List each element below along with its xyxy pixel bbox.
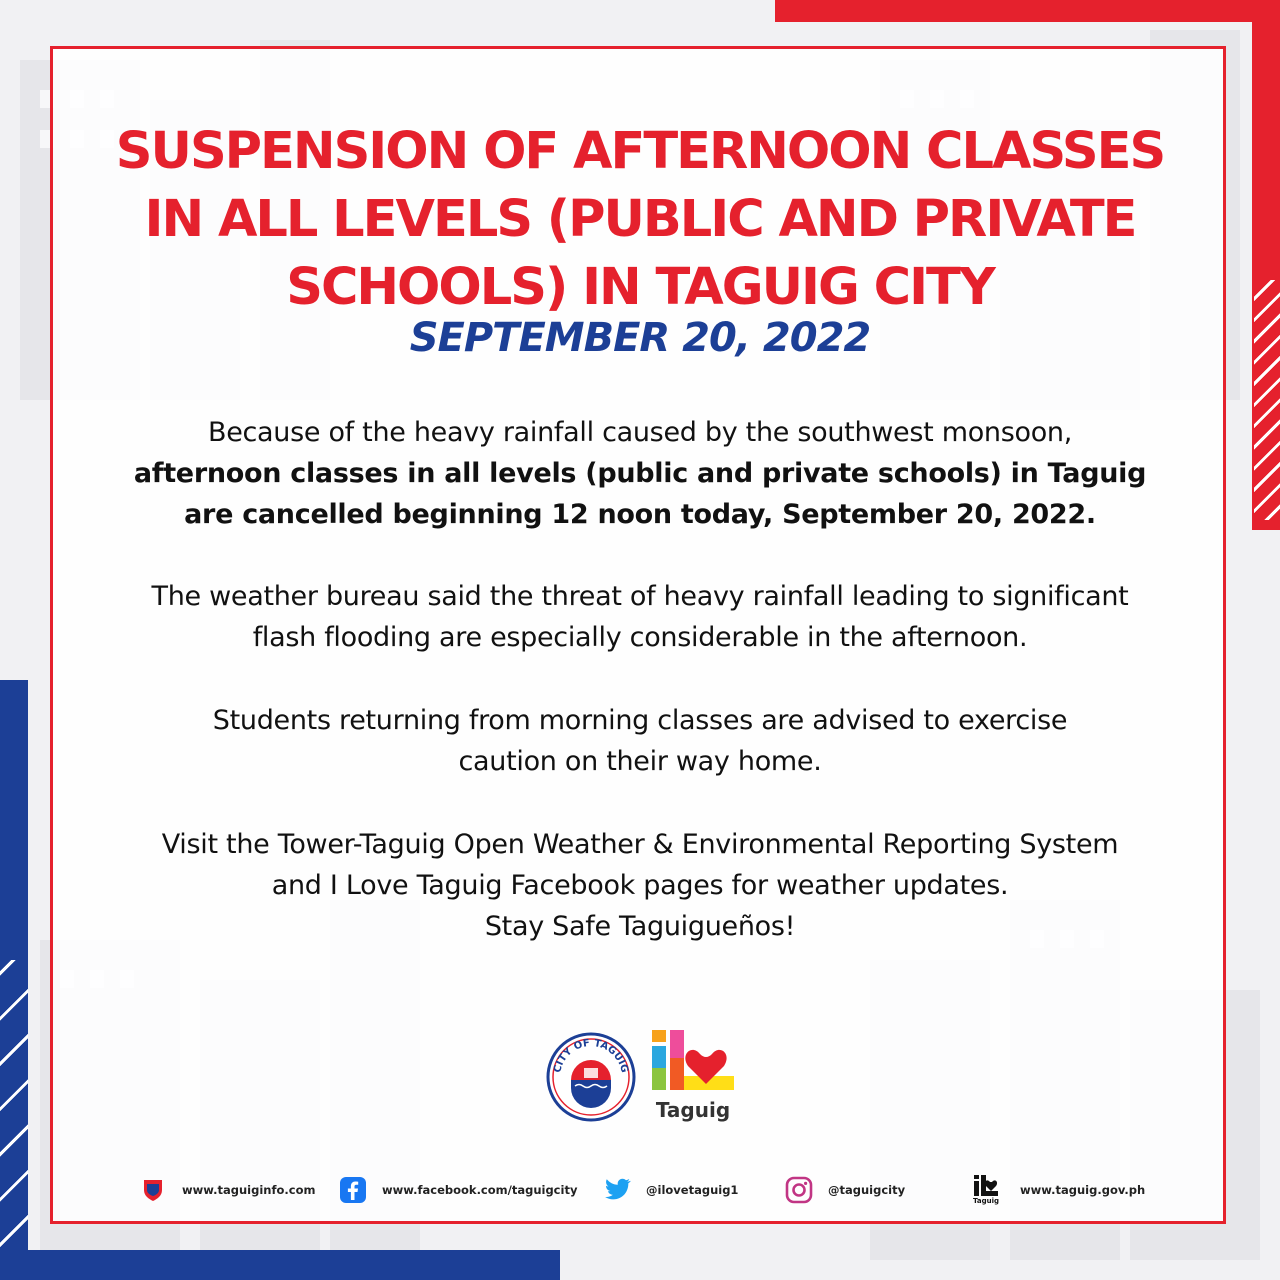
headline-line-3: SCHOOLS) IN TAGUIG CITY bbox=[286, 258, 994, 317]
taguig-shield-icon bbox=[138, 1175, 168, 1205]
white-stripes-right bbox=[1254, 280, 1280, 520]
gov-logo-label: Taguig bbox=[972, 1197, 999, 1205]
paragraph-line: flash flooding are especially considerable in the afternoon. bbox=[252, 622, 1028, 653]
ilove-taguig-small-logo-icon bbox=[966, 1172, 1006, 1208]
footer-website-link[interactable] bbox=[138, 1172, 315, 1208]
paragraph-weather-bureau bbox=[60, 576, 1220, 658]
announcement-date: SEPTEMBER 20, 2022 bbox=[409, 315, 871, 361]
instagram-icon bbox=[784, 1175, 814, 1205]
footer-instagram-text: @taguigcity bbox=[828, 1183, 906, 1197]
paragraph-bold-line-2: are cancelled beginning 12 noon today, September 20, 2022. bbox=[184, 499, 1096, 530]
paragraph-reason bbox=[60, 412, 1220, 535]
city-of-taguig-seal-logo bbox=[546, 1032, 636, 1122]
footer-contacts bbox=[0, 1172, 1280, 1208]
footer-website-text: www.taguiginfo.com bbox=[182, 1183, 316, 1197]
headline-line-1: SUSPENSION OF AFTERNOON CLASSES bbox=[115, 122, 1165, 181]
seal-text-top: CITY OF TAGUIG bbox=[552, 1037, 630, 1074]
ilove-taguig-label: Taguig bbox=[655, 1098, 731, 1122]
footer-instagram-link[interactable] bbox=[784, 1172, 905, 1208]
headline bbox=[50, 118, 1230, 322]
footer-facebook-text: www.facebook.com/taguigcity bbox=[382, 1183, 578, 1197]
paragraph-line: caution on their way home. bbox=[458, 746, 822, 777]
paragraph-line: and I Love Taguig Facebook pages for weather updates. bbox=[271, 870, 1009, 901]
footer-facebook-link[interactable] bbox=[338, 1172, 577, 1208]
blue-bar-bottom bbox=[0, 1250, 560, 1280]
paragraph-reason-line: Because of the heavy rainfall caused by the southwest monsoon, bbox=[207, 417, 1073, 448]
twitter-bird-icon bbox=[602, 1175, 632, 1205]
footer-twitter-text: @ilovetaguig1 bbox=[646, 1183, 739, 1197]
paragraph-visit-pages bbox=[60, 824, 1220, 947]
paragraph-line: Visit the Tower-Taguig Open Weather & Environmental Reporting System bbox=[161, 829, 1119, 860]
footer-gov-site-text: www.taguig.gov.ph bbox=[1020, 1183, 1146, 1197]
blue-bar-left bbox=[0, 680, 28, 960]
facebook-icon bbox=[338, 1175, 368, 1205]
paragraph-students-advice bbox=[60, 700, 1220, 782]
paragraph-line: The weather bureau said the threat of heavy rainfall leading to significant bbox=[151, 581, 1129, 612]
paragraph-line: Stay Safe Taguigueños! bbox=[484, 911, 796, 942]
paragraph-bold-line-1: afternoon classes in all levels (public and private schools) in Taguig bbox=[133, 458, 1147, 489]
red-corner-bar-top bbox=[775, 0, 1280, 22]
footer-twitter-link[interactable] bbox=[602, 1172, 738, 1208]
paragraph-line: Students returning from morning classes are advised to exercise bbox=[212, 705, 1068, 736]
footer-gov-site-link[interactable] bbox=[966, 1172, 1145, 1208]
headline-line-2: IN ALL LEVELS (PUBLIC AND PRIVATE bbox=[144, 190, 1136, 249]
